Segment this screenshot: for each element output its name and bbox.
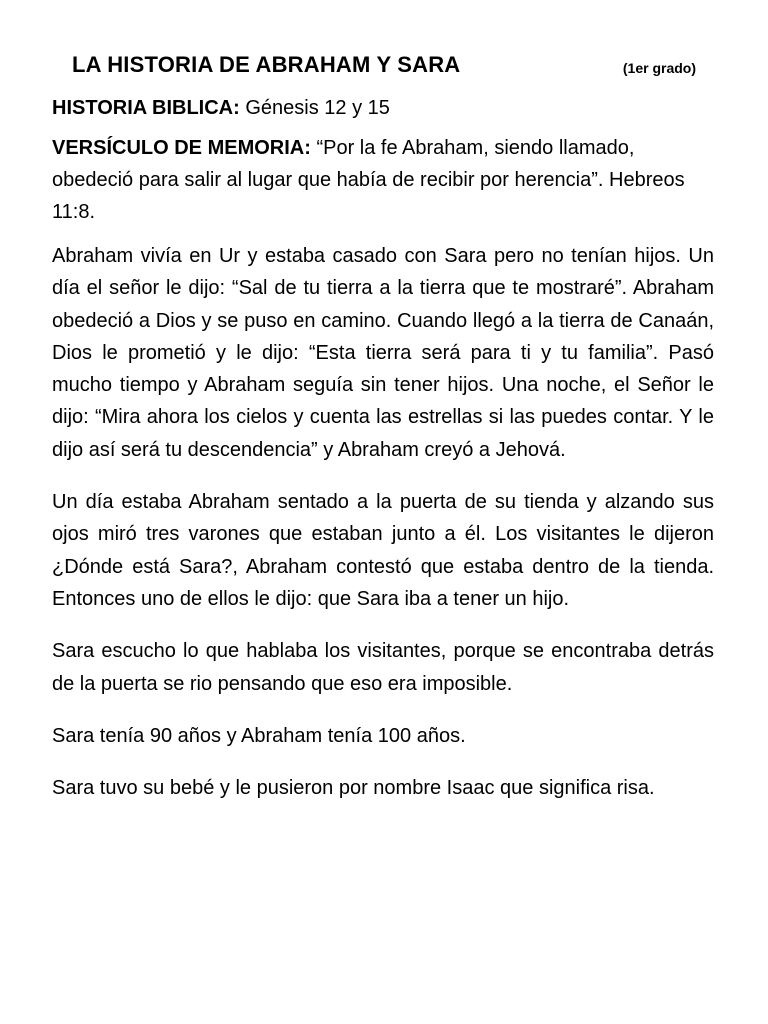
story-paragraph-2: Un día estaba Abraham sentado a la puerta de su tienda y alzando sus ojos miró tres varones que estaban junto a él. Los visitantes le dijeron ¿Dónde está Sara?, Abraham contestó que estaba dentro de la tienda. Entonces uno de ellos le dijo: que Sara iba a tener un hijo. — [52, 491, 714, 610]
bible-reference-value: Génesis 12 y 15 — [239, 97, 390, 119]
grade-label: (1er grado) — [622, 60, 696, 76]
memory-verse-text: “Por la fe Abraham, siendo llamado, obedeció para salir al lugar que había de recibir por herencia”. Hebreos 11:8. — [52, 137, 685, 223]
story-paragraph-4: Sara tenía 90 años y Abraham tenía 100 años. — [52, 724, 466, 747]
memory-verse — [52, 132, 714, 228]
document-page — [52, 48, 714, 824]
memory-verse-label: VERSÍCULO DE MEMORIA: — [52, 137, 311, 159]
bible-reference — [52, 92, 714, 124]
story-paragraph-3: Sara escucho lo que hablaba los visitantes, porque se encontraba detrás de la puerta se rio pensando que eso era imposible. — [52, 640, 714, 695]
story-paragraph-1: Abraham vivía en Ur y estaba casado con Sara pero no tenían hijos. Un día el señor le dijo: “Sal de tu tierra a la tierra que te mostraré”. Abraham obedeció a Dios y se puso en camino. Cuando llegó a la tierra de Canaán, Dios le prometió y le dijo: “Esta tierra será para ti y tu familia”. Pasó mucho tiempo y Abraham seguía sin tener hijos. Una noche, el Señor le dijo: “Mira ahora los cielos y cuenta las estrellas si las puedes contar. Y le dijo así será tu descendencia” y Abraham creyó a Jehová. — [52, 245, 714, 461]
title-row — [52, 48, 714, 88]
story-paragraph-5: Sara tuvo su bebé y le pusieron por nombre Isaac que significa risa. — [52, 777, 655, 800]
document-title: LA HISTORIA DE ABRAHAM Y SARA — [72, 52, 461, 77]
bible-reference-label: HISTORIA BIBLICA: — [52, 97, 240, 119]
